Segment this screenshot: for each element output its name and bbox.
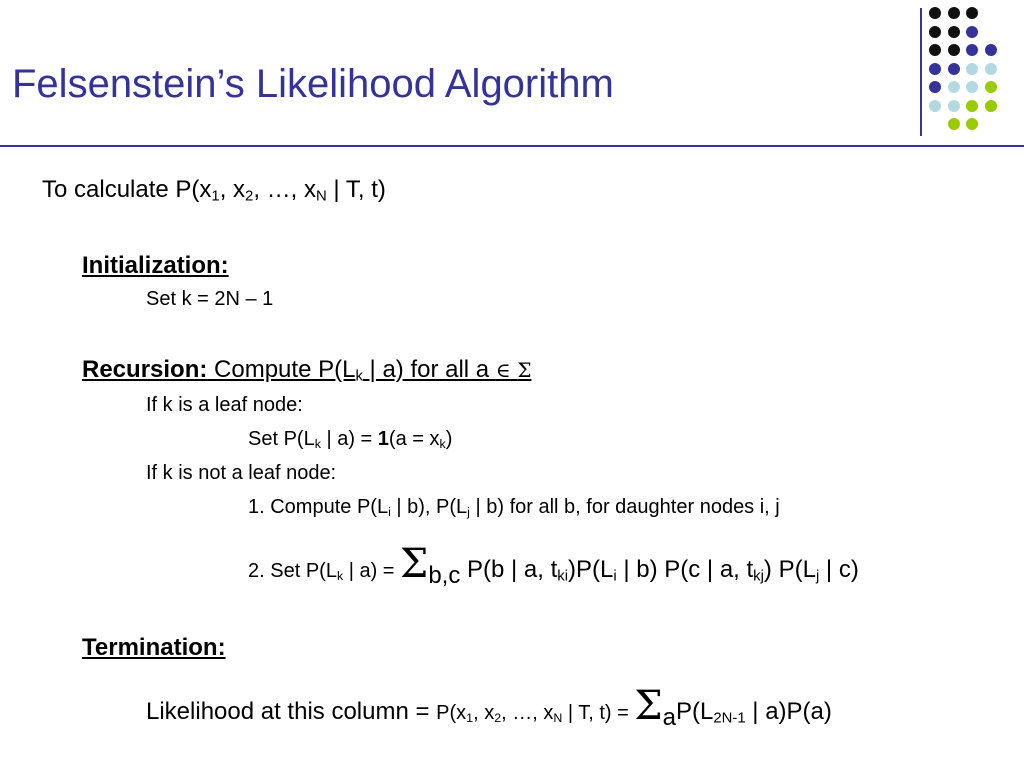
leaf-set-line xyxy=(248,428,452,451)
subscript: N xyxy=(553,711,563,726)
decorative-dot xyxy=(948,7,960,19)
recursion-line xyxy=(82,356,531,384)
decorative-dot xyxy=(948,81,960,93)
initialization-heading: Initialization: xyxy=(82,252,229,279)
decorative-dot xyxy=(929,7,941,19)
indicator-one: 1 xyxy=(377,428,389,450)
step2-text: | b) P(c | a, t xyxy=(616,556,754,583)
subscript: k xyxy=(439,437,446,452)
step2-text: | a) = xyxy=(343,560,401,582)
summation-sigma-symbol: Σ xyxy=(634,683,663,729)
subscript: j xyxy=(815,568,820,585)
likelihood-text: P(L xyxy=(676,698,714,725)
decorative-dot xyxy=(966,100,978,112)
subscript: i xyxy=(388,505,391,520)
decorative-dot xyxy=(948,26,960,38)
subscript: ki xyxy=(557,568,569,585)
recursion-compute xyxy=(207,356,531,383)
decorative-dot-grid xyxy=(929,7,1024,137)
decorative-dot xyxy=(966,81,978,93)
decorative-dot xyxy=(966,118,978,130)
subscript: 1 xyxy=(466,711,474,726)
subscript: 2 xyxy=(245,188,254,205)
leaf-text: Set P(L xyxy=(248,428,315,450)
leaf-condition: If k is a leaf node: xyxy=(146,394,303,416)
decorative-dot xyxy=(966,7,978,19)
decorative-dot xyxy=(966,63,978,75)
recursion-heading: Recursion: xyxy=(82,356,208,383)
nonleaf-condition: If k is not a leaf node: xyxy=(146,462,337,484)
decorative-dot xyxy=(948,44,960,56)
subscript: 2 xyxy=(494,711,502,726)
subscript: 1 xyxy=(211,188,220,205)
likelihood-text: | a)P(a) xyxy=(745,698,832,725)
step1-text: | b) for all b, for daughter nodes i, j xyxy=(469,496,780,518)
title-divider-vertical xyxy=(920,8,922,136)
step2-text: )P(L xyxy=(568,556,614,583)
decorative-dot xyxy=(985,81,997,93)
step2-line xyxy=(248,541,859,589)
step1-text: 1. Compute P(L xyxy=(248,496,389,518)
leaf-text: | a) = xyxy=(320,428,378,450)
title-divider-horizontal xyxy=(0,145,1024,147)
likelihood-text: | T, t) = xyxy=(562,702,635,724)
decorative-dot xyxy=(929,44,941,56)
slide-title: Felsenstein’s Likelihood Algorithm xyxy=(12,62,614,106)
alphabet-sigma-symbol: Σ xyxy=(517,358,532,382)
intro-text: , …, x xyxy=(253,176,316,203)
decorative-dot xyxy=(948,100,960,112)
step1-line xyxy=(248,496,780,519)
decorative-dot xyxy=(929,81,941,93)
decorative-dot xyxy=(985,44,997,56)
subscript: j xyxy=(467,505,470,520)
subscript: i xyxy=(613,568,617,585)
subscript: 2N-1 xyxy=(713,710,746,727)
initialization-step: Set k = 2N – 1 xyxy=(146,288,274,310)
decorative-dot xyxy=(966,44,978,56)
likelihood-text: P(x xyxy=(436,702,467,724)
intro-text: , x xyxy=(219,176,246,203)
recursion-text: Compute P(L xyxy=(207,356,356,383)
step2-text: 2. Set P(L xyxy=(248,560,337,582)
decorative-dot xyxy=(948,118,960,130)
step2-text: | c) xyxy=(819,556,859,583)
subscript: kj xyxy=(753,568,764,585)
summation-index: b,c xyxy=(428,562,461,589)
likelihood-text: , x xyxy=(473,702,495,724)
leaf-text: (a = x xyxy=(388,428,440,450)
element-of-symbol: ∈ xyxy=(495,358,511,382)
step1-text: | b), P(L xyxy=(390,496,468,518)
intro-text: | T, t) xyxy=(326,176,386,203)
decorative-dot xyxy=(929,63,941,75)
subscript: k xyxy=(355,368,363,385)
subscript: N xyxy=(315,188,327,205)
step2-text: P(b | a, t xyxy=(460,556,558,583)
likelihood-line xyxy=(146,683,832,731)
intro-text: To calculate P(x xyxy=(42,176,212,203)
decorative-dot xyxy=(948,63,960,75)
decorative-dot xyxy=(966,26,978,38)
summation-index: a xyxy=(662,704,677,731)
decorative-dot xyxy=(985,63,997,75)
decorative-dot xyxy=(929,100,941,112)
likelihood-text: , …, x xyxy=(501,702,554,724)
intro-line xyxy=(42,176,386,204)
summation-sigma-symbol: Σ xyxy=(400,541,429,587)
decorative-dot xyxy=(929,26,941,38)
leaf-text: ) xyxy=(445,428,453,450)
likelihood-text: Likelihood at this column = xyxy=(146,698,437,725)
termination-heading: Termination: xyxy=(82,634,226,661)
subscript: k xyxy=(314,437,321,452)
step2-text: ) P(L xyxy=(763,556,816,583)
decorative-dot xyxy=(985,100,997,112)
subscript: k xyxy=(336,569,344,584)
recursion-text: | a) for all a xyxy=(362,356,496,383)
